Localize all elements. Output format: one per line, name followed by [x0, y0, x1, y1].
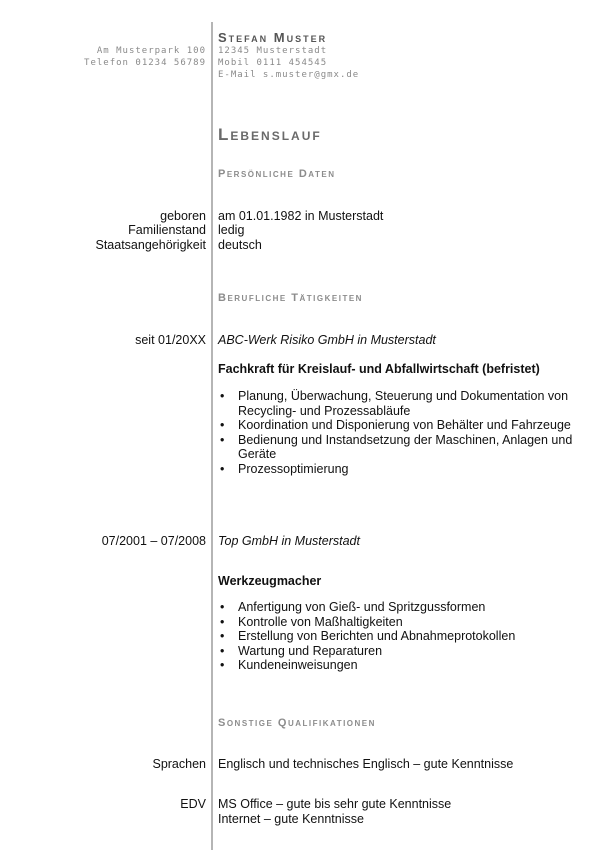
job-company: Top GmbH in Musterstadt — [218, 534, 360, 548]
job-period: seit 01/20XX — [135, 333, 206, 347]
job-task-list — [218, 389, 598, 476]
section-heading-other: Sonstige Qualifikationen — [218, 717, 376, 729]
mobile-number: Mobil 0111 454545 — [218, 58, 328, 68]
value-born: am 01.01.1982 in Musterstadt — [218, 209, 384, 223]
label-nationality: Staatsangehörigkeit — [95, 238, 206, 252]
applicant-name: Stefan Muster — [218, 30, 328, 45]
list-item: • Koordination und Disponierung von Behälter und Fahrzeuge — [218, 418, 598, 433]
job-company: ABC-Werk Risiko GmbH in Musterstadt — [218, 333, 436, 347]
section-heading-personal: Persönliche Daten — [218, 168, 336, 180]
label-languages: Sprachen — [152, 757, 206, 771]
job-task-list — [218, 600, 598, 673]
list-item: • Wartung und Reparaturen — [218, 644, 598, 659]
label-marital-status: Familienstand — [128, 223, 206, 237]
job-role: Fachkraft für Kreislauf- und Abfallwirtschaft (befristet) — [218, 362, 540, 376]
list-item: • Planung, Überwachung, Steuerung und Dokumentation von Recycling- und Prozessabläufe — [218, 389, 598, 418]
document-title: Lebenslauf — [218, 125, 322, 144]
list-item: • Bedienung und Instandsetzung der Maschinen, Anlagen und Geräte — [218, 433, 598, 462]
value-languages: Englisch und technisches Englisch – gute Kenntnisse — [218, 757, 514, 771]
job-period: 07/2001 – 07/2008 — [101, 534, 206, 548]
address-city: 12345 Musterstadt — [218, 46, 328, 56]
list-item: • Anfertigung von Gieß- und Spritzgussformen — [218, 600, 598, 615]
list-item: • Kundeneinweisungen — [218, 658, 598, 673]
label-it: EDV — [180, 797, 206, 811]
value-marital-status: ledig — [218, 223, 245, 237]
list-item: • Kontrolle von Maßhaltigkeiten — [218, 615, 598, 630]
vertical-divider — [211, 22, 213, 850]
section-heading-work: Berufliche Tätigkeiten — [218, 292, 363, 304]
label-born: geboren — [160, 209, 206, 223]
value-nationality: deutsch — [218, 238, 262, 252]
job-role: Werkzeugmacher — [218, 574, 322, 588]
value-it-internet: Internet – gute Kenntnisse — [218, 812, 364, 826]
list-item: • Erstellung von Berichten und Abnahmeprotokollen — [218, 629, 598, 644]
email-address: E-Mail s.muster@gmx.de — [218, 70, 360, 80]
address-street: Am Musterpark 100 — [96, 46, 206, 56]
value-it-office: MS Office – gute bis sehr gute Kenntnisse — [218, 797, 452, 811]
list-item: • Prozessoptimierung — [218, 462, 598, 477]
phone-number: Telefon 01234 56789 — [84, 58, 206, 68]
